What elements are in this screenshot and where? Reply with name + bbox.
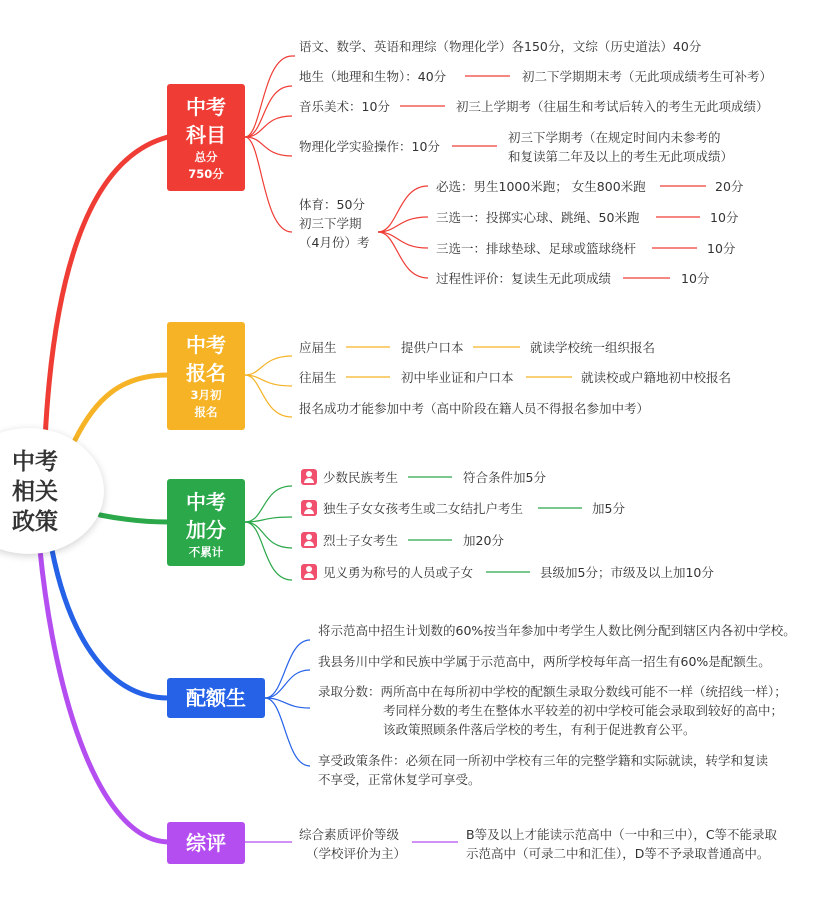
- root-line-1: 中考: [12, 449, 58, 475]
- subject-lab-note-1: 初三下学期考（在规定时间内未参考的: [508, 130, 721, 145]
- pe-item-score: 20分: [715, 179, 744, 194]
- subject-pe-2: 初三下学期: [299, 216, 362, 231]
- quota-p1: 将示范高中招生计划数的60%按当年参加中考学生人数比例分配到辖区内各初中学校。: [318, 623, 796, 638]
- eval-right-2: 示范高中（可录二中和汇佳），D等不予录取普通高中。: [466, 846, 770, 861]
- bonus-item-value: 符合条件加5分: [463, 470, 546, 485]
- quota-p4-1: 享受政策条件：必须在同一所初中学校有三年的完整学籍和实际就读，转学和复读: [318, 753, 769, 768]
- reg-past-doc: 初中毕业证和户口本: [401, 370, 514, 385]
- node-quota[interactable]: [167, 678, 265, 718]
- subject-music-art: 音乐美术：10分: [299, 99, 390, 114]
- bonus-item-label: 独生子女女孩考生或二女结扎户考生: [323, 501, 524, 516]
- node-eval-title: 综评: [186, 831, 226, 855]
- quota-p4-2: 不享受，正常休复学可享受。: [318, 772, 481, 787]
- node-registration-sub-1: 3月初: [190, 388, 222, 402]
- node-bonus-title-1: 中考: [186, 490, 226, 514]
- root-line-2: 相关: [12, 479, 58, 505]
- reg-fresh: 应届生: [299, 340, 337, 355]
- quota-p2: 我县务川中学和民族中学属于示范高中，两所学校每年高一招生有60%是配额生。: [318, 654, 771, 669]
- reg-note: 报名成功才能参加中考（高中阶段在籍人员不得报名参加中考）: [299, 401, 650, 416]
- node-registration-title-1: 中考: [186, 333, 226, 357]
- branch-quota: [52, 550, 168, 698]
- eval-left-2: （学校评价为主）: [306, 846, 407, 861]
- node-quota-title: 配额生: [186, 686, 246, 710]
- pe-item-score: 10分: [707, 241, 736, 256]
- node-registration[interactable]: [167, 322, 245, 430]
- eval-right-1: B等及以上才能读示范高中（一中和三中），C等不能录取: [466, 827, 778, 842]
- quota-p3-1: 录取分数：两所高中在每所初中学校的配额生录取分数线可能不一样（统招线一样）；: [318, 684, 787, 699]
- bonus-item-label: 烈士子女考生: [323, 533, 399, 548]
- branch-bonus: [100, 515, 168, 522]
- reg-fresh-doc: 提供户口本: [401, 340, 464, 355]
- pe-item-score: 10分: [710, 210, 739, 225]
- pe-item-score: 10分: [681, 271, 710, 286]
- pe-item-label: 必选：男生1000米跑； 女生800米跑: [436, 179, 646, 194]
- branch-registration: [75, 375, 168, 440]
- reg-fresh-where: 就读学校统一组织报名: [530, 340, 656, 355]
- bonus-item-label: 少数民族考生: [323, 470, 399, 485]
- bonus-item-value: 县级加5分；市级及以上加10分: [540, 565, 714, 580]
- eval-left-1: 综合素质评价等级: [299, 827, 400, 842]
- subject-pe-3: （4月份）考: [299, 235, 370, 250]
- subject-geo-bio: 地生（地理和生物）：40分: [299, 69, 447, 84]
- node-registration-title-2: 报名: [186, 361, 226, 385]
- subject-pe-1: 体育：50分: [299, 197, 365, 212]
- node-subjects[interactable]: [167, 84, 245, 191]
- quota-p3-2: 考同样分数的考生在整体水平较差的初中学校可能会录取到较好的高中；: [383, 703, 784, 718]
- root-line-3: 政策: [12, 509, 58, 535]
- subject-lab-note-2: 和复读第二年及以上的考生无此项成绩）: [508, 149, 734, 164]
- node-subjects-sub-1: 总分: [194, 150, 218, 164]
- node-registration-sub-2: 报名: [194, 405, 218, 419]
- person-icon: [301, 469, 317, 485]
- node-subjects-title-2: 科目: [186, 123, 226, 147]
- pe-item-label: 过程性评价：复读生无此项成绩: [436, 271, 612, 286]
- subject-lab: 物理化学实验操作：10分: [299, 139, 440, 154]
- node-subjects-sub-2: 750分: [188, 167, 224, 181]
- person-icon: [301, 500, 317, 516]
- node-bonus-title-2: 加分: [186, 518, 226, 542]
- root-node[interactable]: [8, 447, 62, 537]
- subject-geo-bio-note: 初二下学期期末考（无此项成绩考生可补考）: [522, 69, 773, 84]
- pe-item-label: 三选一：投掷实心球、跳绳、50米跑: [436, 210, 640, 225]
- reg-past: 往届生: [299, 370, 337, 385]
- quota-p3-3: 该政策照顾条件落后学校的考生，有利于促进教育公平。: [383, 722, 696, 737]
- person-icon: [301, 564, 317, 580]
- subject-core: 语文、数学、英语和理综（物理化学）各150分，文综（历史道法）40分: [299, 39, 702, 54]
- node-subjects-title-1: 中考: [186, 95, 226, 119]
- bonus-item-value: 加20分: [463, 533, 504, 548]
- bonus-item-value: 加5分: [592, 501, 625, 516]
- node-bonus-sub-1: 不累计: [188, 545, 224, 559]
- node-bonus[interactable]: [167, 479, 245, 566]
- node-eval[interactable]: [167, 822, 245, 864]
- reg-past-where: 就读校或户籍地初中校报名: [581, 370, 732, 385]
- subject-music-art-note: 初三上学期考（往届生和考试后转入的考生无此项成绩）: [456, 99, 769, 114]
- person-icon: [301, 532, 317, 548]
- bonus-item-label: 见义勇为称号的人员或子女: [323, 565, 474, 580]
- pe-item-label: 三选一：排球垫球、足球或篮球绕杆: [436, 241, 637, 256]
